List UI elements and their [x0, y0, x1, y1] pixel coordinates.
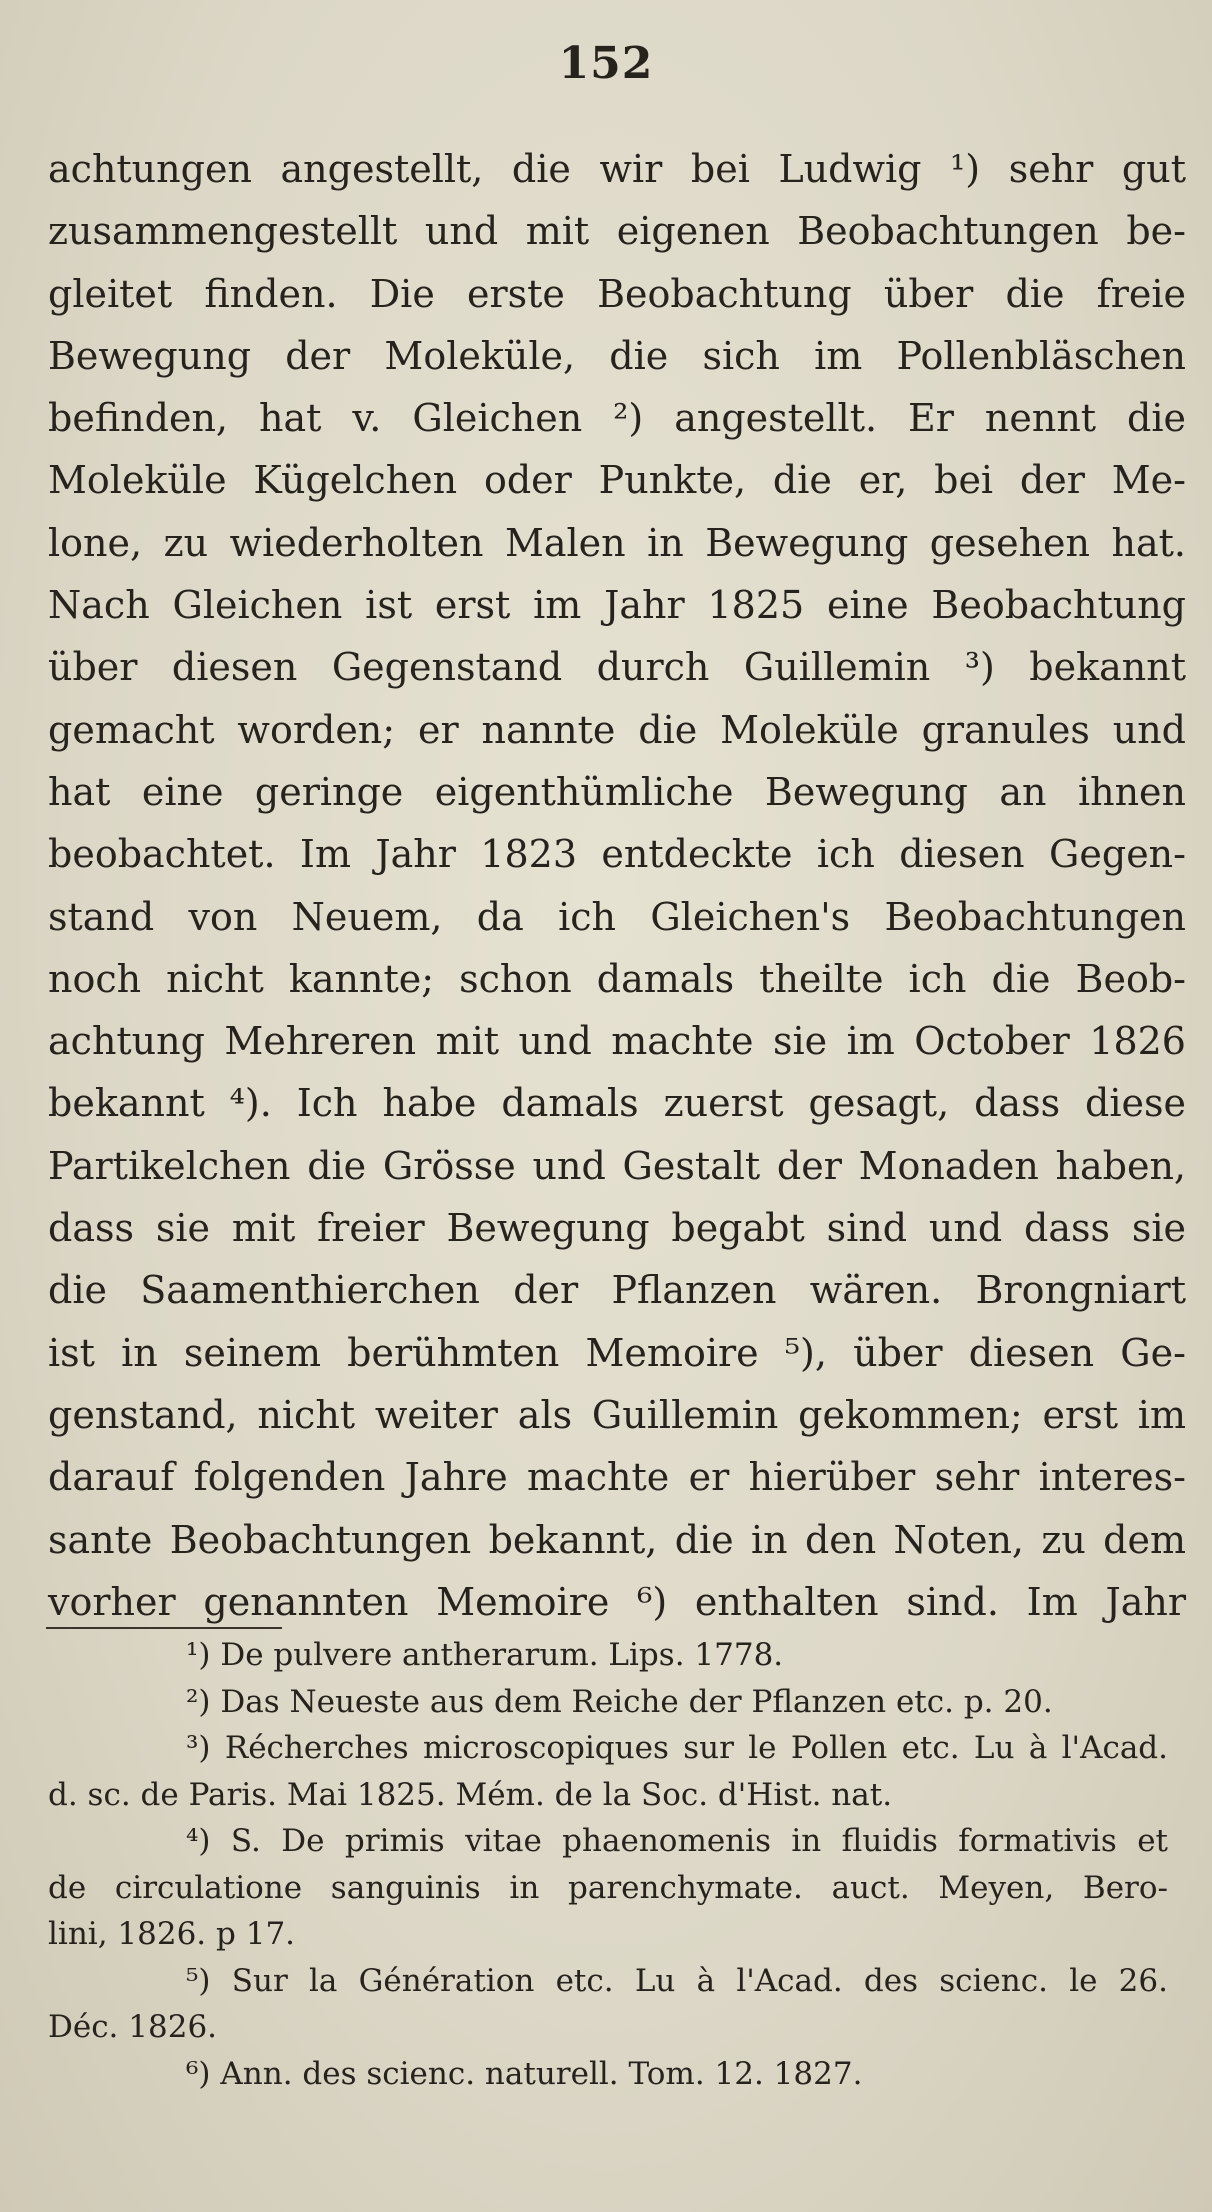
footnote-line: lini, 1826. p 17. — [48, 1916, 296, 1952]
footnote-4 — [48, 1818, 1168, 1958]
text-line: Bewegung der Moleküle, die sich im Pollenbläschen — [48, 333, 1186, 378]
page-number: 152 — [558, 38, 654, 89]
text-line: darauf folgenden Jahre machte er hierüber sehr interes- — [48, 1455, 1186, 1500]
text-line: bekannt ⁴). Ich habe damals zuerst gesagt, dass diese — [48, 1081, 1186, 1126]
text-line: über diesen Gegenstand durch Guillemin ³) bekannt — [48, 645, 1186, 690]
footnote-line: ⁵) Sur la Génération etc. Lu à l'Acad. des scienc. le 26. — [186, 1962, 1168, 1999]
text-line: lone, zu wiederholten Malen in Bewegung gesehen hat. — [48, 520, 1186, 565]
text-line: sante Beobachtungen bekannt, die in den Noten, zu dem — [48, 1517, 1186, 1562]
text-line: vorher genannten Memoire ⁶) enthalten sind. Im Jahr — [48, 1579, 1186, 1624]
footnote-line: ²) Das Neueste aus dem Reiche der Pflanzen etc. p. 20. — [186, 1683, 1053, 1720]
footnote-line: ⁴) S. De primis vitae phaenomenis in fluidis formativis et — [186, 1823, 1168, 1859]
footnote-line: ⁶) Ann. des scienc. naturell. Tom. 12. 1827. — [186, 2055, 863, 2092]
footnote-line: ¹) De pulvere antherarum. Lips. 1778. — [186, 1637, 784, 1673]
footnotes — [48, 1632, 1168, 2097]
text-line: achtung Mehreren mit und machte sie im October 1826 — [48, 1019, 1186, 1064]
text-line: gemacht worden; er nannte die Moleküle granules und — [48, 707, 1186, 752]
text-line: beobachtet. Im Jahr 1823 entdeckte ich diesen Gegen- — [48, 832, 1186, 877]
text-line: die Saamenthierchen der Pflanzen wären. Brongniart — [48, 1268, 1186, 1313]
text-line: dass sie mit freier Bewegung begabt sind und dass sie — [48, 1206, 1186, 1251]
text-line: ist in seinem berühmten Memoire ⁵), über diesen Ge- — [48, 1330, 1186, 1375]
text-line: gleitet finden. Die erste Beobachtung über die freie — [48, 271, 1186, 316]
text-line: befinden, hat v. Gleichen ²) angestellt. Er nennt die — [48, 396, 1186, 441]
footnote-divider — [46, 1627, 282, 1629]
footnote-3 — [48, 1725, 1168, 1818]
text-line: genstand, nicht weiter als Guillemin gekommen; erst im — [48, 1392, 1186, 1437]
footnote-6 — [48, 2051, 1168, 2098]
body-text — [48, 138, 1186, 1633]
text-line: zusammengestellt und mit eigenen Beobachtungen be- — [48, 209, 1186, 254]
footnote-line: Déc. 1826. — [48, 2009, 218, 2045]
footnote-2 — [48, 1679, 1168, 1726]
text-line: stand von Neuem, da ich Gleichen's Beobachtungen — [48, 894, 1186, 939]
text-line: Moleküle Kügelchen oder Punkte, die er, bei der Me- — [48, 458, 1186, 503]
footnote-1 — [48, 1632, 1168, 1679]
footnote-5 — [48, 1958, 1168, 2051]
footnote-line: de circulatione sanguinis in parenchymate. auct. Meyen, Bero- — [48, 1869, 1168, 1906]
text-line: achtungen angestellt, die wir bei Ludwig ¹) sehr gut — [48, 147, 1186, 191]
text-line: hat eine geringe eigenthümliche Bewegung an ihnen — [48, 769, 1186, 814]
text-line: Nach Gleichen ist erst im Jahr 1825 eine Beobachtung — [48, 583, 1186, 628]
footnote-line: ³) Récherches microscopiques sur le Pollen etc. Lu à l'Acad. — [186, 1730, 1168, 1766]
text-line: Partikelchen die Grösse und Gestalt der Monaden haben, — [48, 1143, 1186, 1188]
text-line: noch nicht kannte; schon damals theilte ich die Beob- — [48, 956, 1186, 1001]
footnote-line: d. sc. de Paris. Mai 1825. Mém. de la Soc. d'Hist. nat. — [48, 1776, 893, 1813]
